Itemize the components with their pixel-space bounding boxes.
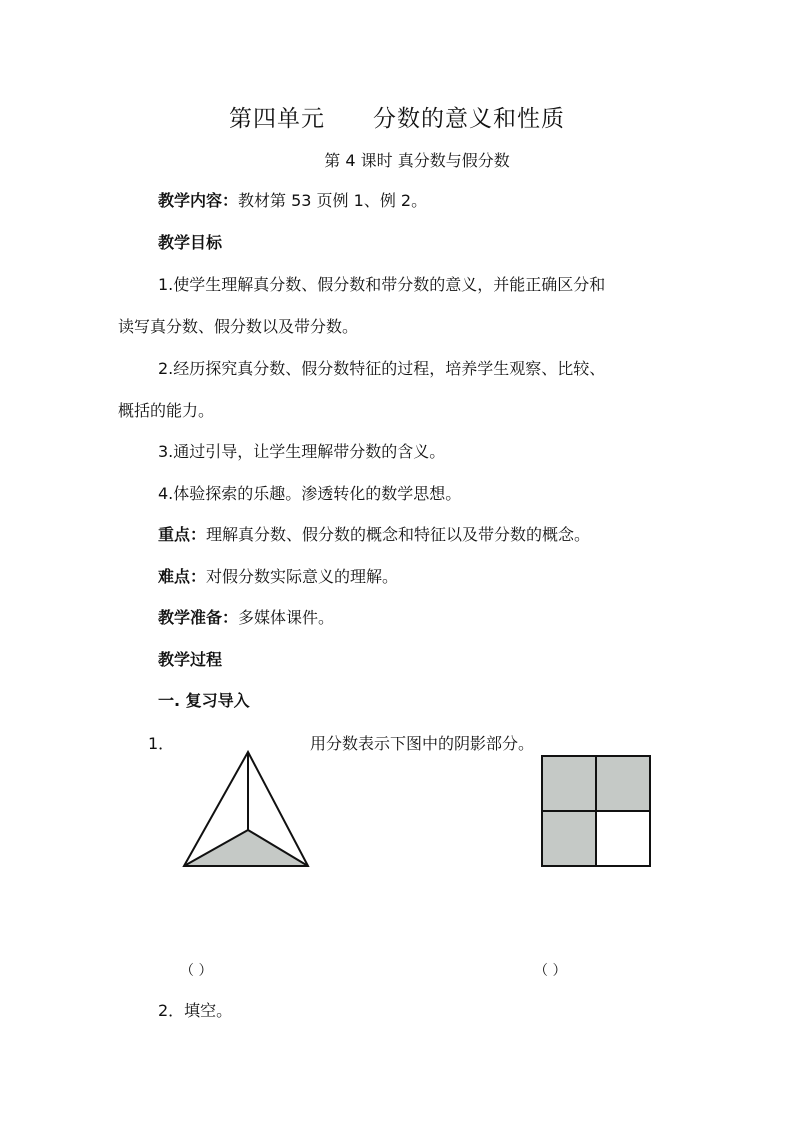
page-title: [0, 100, 794, 133]
goal-3: 3.通过引导，让学生理解带分数的含义。: [158, 442, 446, 461]
square-cell-bottom-left: [542, 811, 596, 866]
answer-blank-square[interactable]: （ ）: [534, 963, 567, 979]
goal-4: 4.体验探索的乐趣。渗透转化的数学思想。: [158, 484, 462, 503]
process-heading: 教学过程: [158, 650, 223, 669]
goal-1-line-1: 1.使学生理解真分数、假分数和带分数的意义，并能正确区分和: [158, 275, 606, 294]
key-point-label: 重点：: [158, 525, 207, 544]
goal-1-line-2: 读写真分数、假分数以及带分数。: [118, 317, 359, 336]
goal-2-line-2: 概括的能力。: [118, 401, 215, 420]
key-point: [158, 524, 590, 546]
question-1-number: 1．: [148, 734, 175, 753]
difficulty: [158, 566, 398, 588]
lesson-subtitle: 第 4 课时 真分数与假分数: [324, 151, 510, 170]
triangle-figure: [178, 748, 314, 872]
square-cell-bottom-right: [596, 811, 650, 866]
difficulty-label: 难点：: [158, 567, 207, 586]
unit-label: 第四单元: [229, 106, 325, 132]
square-figure: [538, 752, 654, 870]
teaching-content-text: 教材第 53 页例 1、例 2。: [238, 191, 428, 210]
goals-heading: 教学目标: [158, 233, 223, 252]
unit-topic: 分数的意义和性质: [373, 106, 565, 132]
square-cell-top-right: [596, 756, 650, 811]
teaching-content: [158, 190, 427, 212]
square-cell-top-left: [542, 756, 596, 811]
difficulty-text: 对假分数实际意义的理解。: [206, 567, 399, 586]
teaching-prep: [158, 607, 334, 629]
question-1-text: 用分数表示下图中的阴影部分。: [310, 734, 535, 753]
goal-2-line-1: 2.经历探究真分数、假分数特征的过程，培养学生观察、比较、: [158, 359, 606, 378]
key-point-text: 理解真分数、假分数的概念和特征以及带分数的概念。: [206, 525, 591, 544]
triangle-shaded-part: [184, 830, 308, 866]
teaching-prep-text: 多媒体课件。: [238, 608, 335, 627]
teaching-content-label: 教学内容：: [158, 191, 239, 210]
teaching-prep-label: 教学准备：: [158, 608, 239, 627]
answer-blank-triangle[interactable]: （ ）: [180, 963, 213, 979]
question-2: 2．填空。: [158, 1001, 233, 1020]
section-review-intro: 一. 复习导入: [158, 691, 250, 710]
